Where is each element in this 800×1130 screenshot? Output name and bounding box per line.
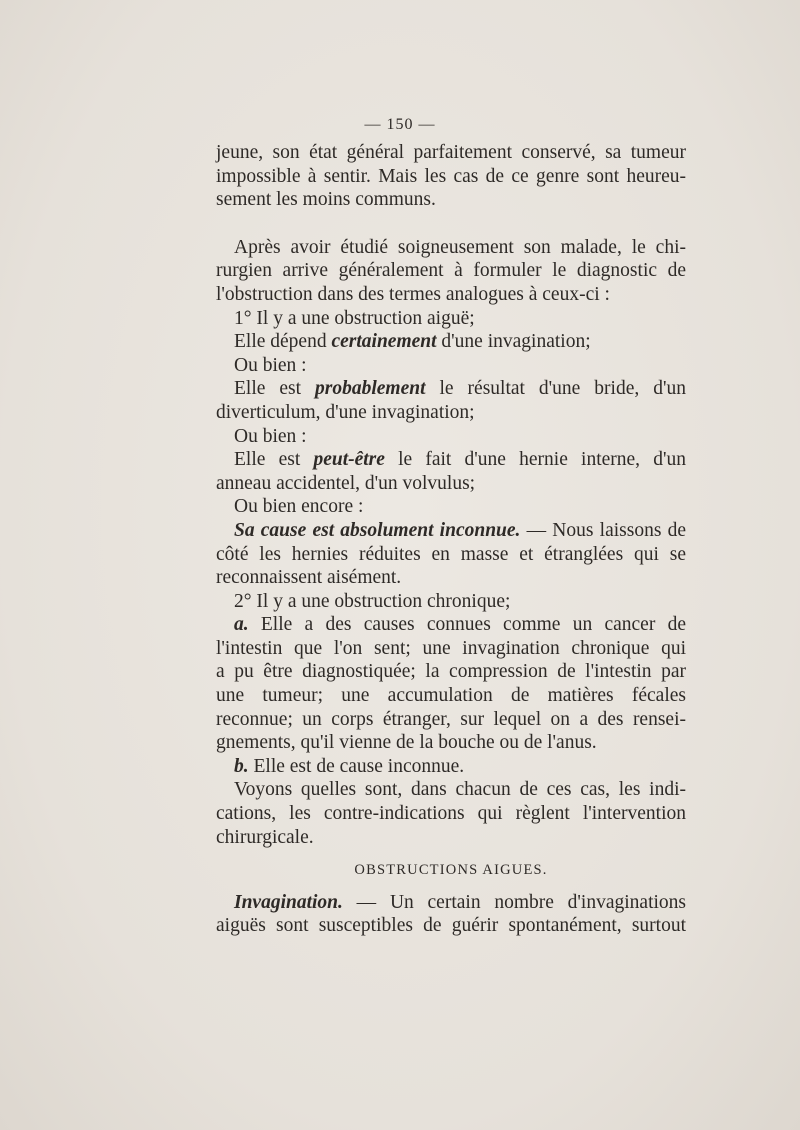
text-line: rurgien arrive généralement à formuler le diagnostic de xyxy=(216,260,686,282)
emphasis: probablement xyxy=(315,378,426,400)
text-run: Elle est de cause inconnue. xyxy=(248,755,465,777)
text-run: Elle est xyxy=(234,449,314,471)
text-run: le fait d'une hernie interne, d'un xyxy=(384,449,686,471)
text-run: le résultat d'une bride, d'un xyxy=(425,378,686,400)
emphasis: Invagination. xyxy=(234,891,343,913)
text-line: aiguës sont susceptibles de guérir spontanément, surtout xyxy=(216,915,686,937)
text-line: cations, les contre-indications qui règlent l'intervention xyxy=(216,803,686,825)
section-heading: OBSTRUCTIONS AIGUES. xyxy=(354,862,548,879)
body-text xyxy=(216,141,686,938)
list-marker: a. xyxy=(234,614,249,636)
text-line xyxy=(216,377,686,401)
text-line: Ou bien : xyxy=(234,354,307,376)
text-line: Voyons quelles sont, dans chacun de ces cas, les indi- xyxy=(234,779,686,801)
text-run: d'une invagination; xyxy=(436,331,591,353)
paragraph-gap xyxy=(216,212,686,236)
text-line: a pu être diagnostiquée; la compression de l'intestin par xyxy=(216,661,686,683)
text-line: Ou bien encore : xyxy=(234,496,364,518)
emphasis: certainement xyxy=(331,331,437,353)
text-line: impossible à sentir. Mais les cas de ce genre sont heureu- xyxy=(216,165,686,187)
text-line: Ou bien : xyxy=(234,425,307,447)
text-run: Elle est xyxy=(234,378,316,400)
text-line: côté les hernies réduites en masse et étranglées qui se xyxy=(216,543,686,565)
text-run: — Un certain nombre d'invaginations xyxy=(342,891,686,913)
text-line: l'intestin que l'on sent; une invagination chronique qui xyxy=(216,637,686,659)
text-line xyxy=(216,448,686,472)
text-line xyxy=(216,330,686,354)
emphasis: peut-être xyxy=(313,449,385,471)
text-line xyxy=(216,755,686,779)
text-line: une tumeur; une accumulation de matières fécales xyxy=(216,685,686,707)
text-line xyxy=(216,613,686,637)
text-line: reconnaissent aisément. xyxy=(216,567,402,589)
text-line: Après avoir étudié soigneusement son malade, le chi- xyxy=(234,236,686,258)
text-line xyxy=(216,519,686,543)
text-line: l'obstruction dans des termes analogues à ceux-ci : xyxy=(216,283,610,305)
page-number: — 150 — xyxy=(364,116,436,133)
list-marker: b. xyxy=(234,755,249,777)
text-line: 2° Il y a une obstruction chronique; xyxy=(234,590,511,612)
text-line: jeune, son état général parfaitement conservé, sa tumeur xyxy=(216,142,686,163)
text-line: anneau accidentel, d'un volvulus; xyxy=(216,472,476,494)
emphasis: Sa cause est absolument inconnue. xyxy=(234,519,521,541)
text-line: 1° Il y a une obstruction aiguë; xyxy=(234,307,475,329)
text-run: — Nous laissons de xyxy=(520,519,686,541)
text-line: diverticulum, d'une invagination; xyxy=(216,401,475,423)
text-line: reconnue; un corps étranger, sur lequel on a des rensei- xyxy=(216,708,686,730)
text-run: Elle dépend xyxy=(234,331,332,353)
text-line: sement les moins communs. xyxy=(216,189,436,211)
text-line xyxy=(216,891,686,915)
text-line: gnements, qu'il vienne de la bouche ou de l'anus. xyxy=(216,732,597,754)
text-run: Elle a des causes connues comme un cancer de xyxy=(248,614,686,636)
text-line: chirurgicale. xyxy=(216,826,314,848)
